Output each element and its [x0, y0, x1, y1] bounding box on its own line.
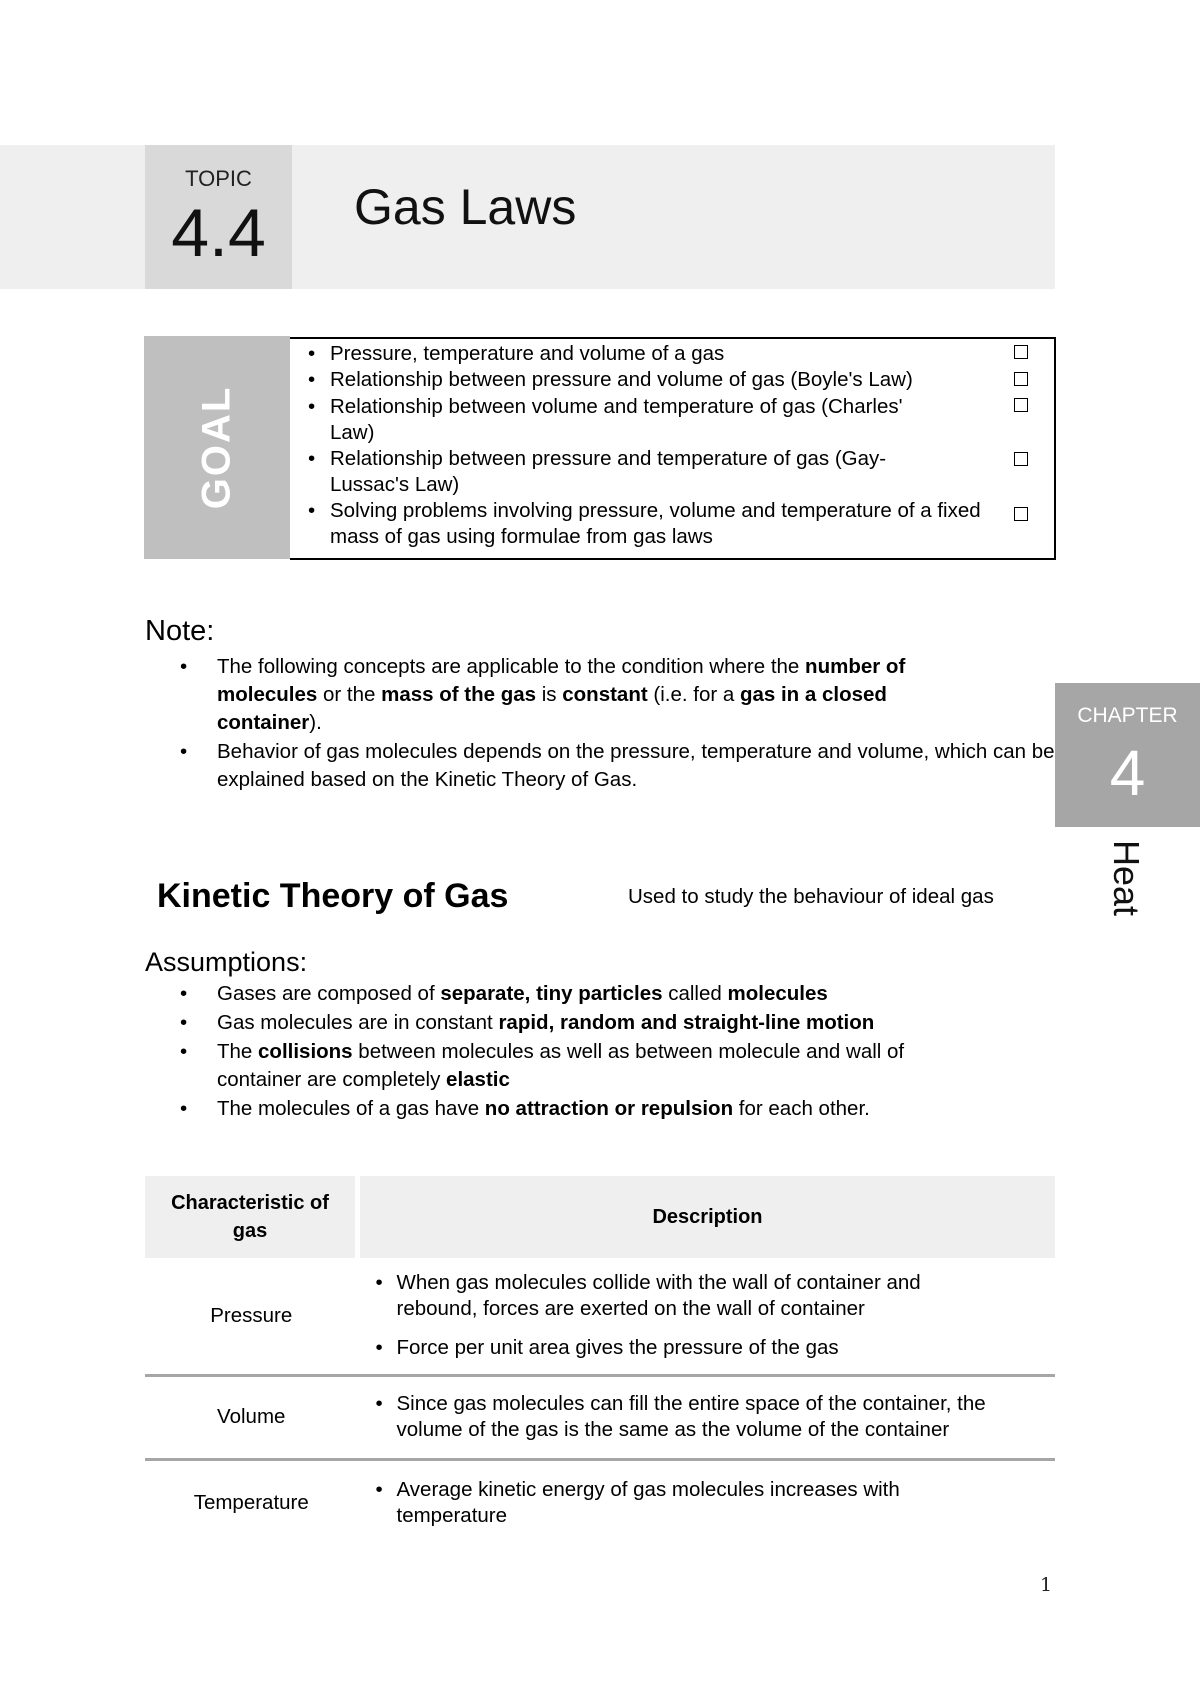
table-header-characteristic: Characteristic of gas — [145, 1176, 358, 1258]
bullet-icon: • — [180, 740, 188, 763]
note-item — [180, 653, 980, 737]
assumptions-heading: Assumptions: — [145, 947, 308, 977]
goal-checkbox[interactable] — [1014, 345, 1028, 359]
description-line: • Average kinetic energy of gas molecules increases with temperature — [375, 1477, 900, 1527]
assumption-item — [180, 980, 1060, 1008]
bullet-icon: • — [180, 1040, 188, 1063]
chapter-label: CHAPTER — [1077, 704, 1178, 727]
assumption-text: The molecules of a gas have no attraction or repulsion for each other. — [217, 1097, 870, 1120]
description-line: • Since gas molecules can fill the entire space of the container, the volume of the gas is the same as the volume of the container — [375, 1392, 986, 1441]
goal-item-text: Relationship between pressure and temperature of gas (Gay-Lussac's Law) — [330, 447, 887, 496]
bullet-icon: • — [375, 1477, 383, 1501]
goal-item — [308, 394, 1008, 446]
goal-item — [308, 498, 1008, 550]
goal-item — [308, 367, 1008, 393]
bullet-icon: • — [308, 499, 316, 522]
table-row — [145, 1375, 1055, 1459]
goal-label: GOAL — [194, 385, 239, 510]
bullet-icon: • — [180, 1097, 188, 1120]
goal-item-text: Relationship between volume and temperature of gas (Charles' Law) — [330, 395, 903, 444]
section-title: Kinetic Theory of Gas — [157, 877, 509, 915]
assumption-item — [180, 1038, 980, 1094]
topic-label: TOPIC — [185, 166, 252, 191]
assumption-text: Gases are composed of separate, tiny particles called molecules — [217, 982, 828, 1005]
chapter-name-wrapper — [1090, 840, 1146, 930]
bullet-icon: • — [375, 1336, 383, 1360]
topic-number: 4.4 — [171, 195, 266, 271]
goal-label-wrapper — [144, 336, 290, 559]
goal-item-text: Relationship between pressure and volume of gas (Boyle's Law) — [330, 368, 913, 391]
table-cell-characteristic: Temperature — [145, 1459, 358, 1545]
bullet-icon: • — [308, 368, 316, 391]
note-heading: Note: — [145, 615, 215, 647]
table-row — [145, 1459, 1055, 1545]
assumption-text: The collisions between molecules as well as between molecule and wall of container are completely elastic — [217, 1040, 905, 1091]
characteristics-table — [145, 1176, 1055, 1545]
chapter-number: 4 — [1109, 737, 1146, 809]
page-title: Gas Laws — [354, 179, 577, 235]
goal-checkbox[interactable] — [1014, 372, 1028, 386]
bullet-icon: • — [308, 342, 316, 365]
goal-item-text: Solving problems involving pressure, volume and temperature of a fixed mass of gas using formulae from gas laws — [330, 499, 981, 548]
goal-checkbox[interactable] — [1014, 398, 1028, 412]
bullet-icon: • — [375, 1392, 383, 1415]
bullet-icon: • — [375, 1271, 383, 1295]
goal-item-text: Pressure, temperature and volume of a gas — [330, 342, 725, 365]
table-cell-characteristic: Pressure — [210, 1303, 293, 1327]
table-row — [145, 1258, 1055, 1375]
assumption-item — [180, 1009, 1060, 1037]
table-header-description: Description — [358, 1176, 1056, 1258]
table-cell-description — [358, 1459, 1056, 1545]
goal-item — [308, 446, 1008, 498]
table-header-row — [145, 1176, 1055, 1258]
bullet-icon: • — [180, 982, 188, 1005]
table-cell-description — [358, 1258, 1056, 1375]
note-item-text: The following concepts are applicable to the condition where the number of molecules or the mass of the gas is constant (i.e. for a gas in a closed container). — [217, 655, 906, 734]
chapter-name: Heat — [1106, 840, 1147, 917]
table-cell-description — [358, 1375, 1056, 1459]
table-cell-characteristic: Volume — [145, 1375, 358, 1459]
assumption-text: Gas molecules are in constant rapid, random and straight-line motion — [217, 1011, 875, 1034]
section-subtitle: Used to study the behaviour of ideal gas — [628, 885, 994, 908]
bullet-icon: • — [308, 447, 316, 470]
note-item-text: Behavior of gas molecules depends on the pressure, temperature and volume, which can be explained based on the Kinetic Theory of Gas. — [217, 740, 1055, 791]
note-item — [180, 738, 1060, 794]
page-number: 1 — [1040, 1574, 1053, 1596]
description-line: • When gas molecules collide with the wall of container and rebound, forces are exerted on the wall of container — [375, 1271, 921, 1321]
assumption-item — [180, 1095, 1060, 1123]
bullet-icon: • — [308, 395, 316, 418]
bullet-icon: • — [180, 1011, 188, 1034]
goal-item — [308, 341, 1008, 367]
goal-checkbox[interactable] — [1014, 452, 1028, 466]
bullet-icon: • — [180, 655, 188, 678]
goal-checkbox[interactable] — [1014, 507, 1028, 521]
description-line: • Force per unit area gives the pressure of the gas — [375, 1336, 839, 1360]
